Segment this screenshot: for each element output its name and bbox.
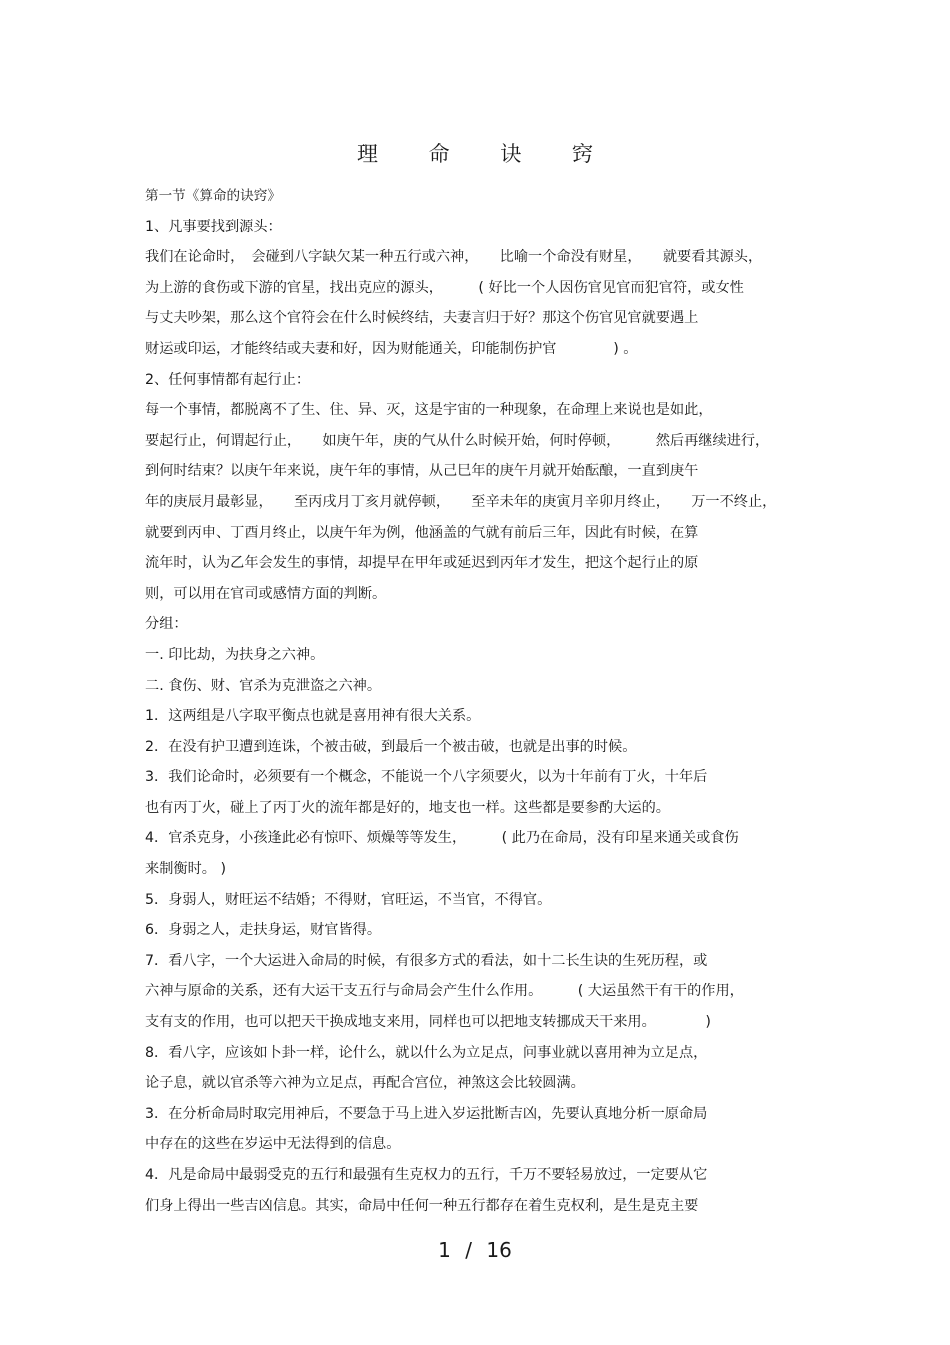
text-line: 论子息，就以官杀等六神为立足点，再配合宫位，神煞这会比较圆满。	[145, 1075, 585, 1092]
page-number: 1 / 16	[438, 1238, 512, 1262]
text-line: 为上游的食伤或下游的官星，找出克应的源头， ( 好比一个人因伤官见官而犯官符，或女性	[145, 279, 744, 296]
text-line: 到何时结束？以庚午年来说，庚午年的事情，从己巳年的庚午月就开始酝酿，一直到庚午	[145, 463, 699, 480]
text-line: 与丈夫吵架，那么这个官符会在什么时候终结，夫妻言归于好？那这个伤官见官就要遇上	[145, 310, 699, 327]
text-line: 1．这两组是八字取平衡点也就是喜用神有很大关系。	[145, 708, 481, 725]
text-line: 支有支的作用，也可以把天干换成地支来用，同样也可以把地支转挪成天干来用。 )	[145, 1014, 711, 1031]
text-line: 们身上得出一些吉凶信息。其实，命局中任何一种五行都存在着生克权利，是生是克主要	[145, 1197, 699, 1214]
text-line: 年的庚辰月最彰显， 至丙戌月丁亥月就停顿， 至辛未年的庚寅月辛卯月终止， 万一不终止，	[145, 493, 777, 510]
text-line: 分组：	[145, 616, 188, 633]
text-line: 流年时，认为乙年会发生的事情，却提早在甲年或延迟到丙年才发生，把这个起行止的原	[145, 555, 699, 572]
text-line: 六神与原命的关系，还有大运干支五行与命局会产生什么作用。 ( 大运虽然干有干的作用，	[145, 983, 744, 1000]
text-line: 我们在论命时， 会碰到八字缺欠某一种五行或六神， 比喻一个命没有财星， 就要看其源头，	[145, 249, 763, 266]
text-line: 要起行止，何谓起行止， 如庚午年，庚的气从什么时候开始，何时停顿， 然后再继续进行，	[145, 432, 770, 449]
text-line: 7．看八字，一个大运进入命局的时候，有很多方式的看法，如十二长生诀的生死历程，或	[145, 952, 708, 969]
text-line: 中存在的这些在岁运中无法得到的信息。	[145, 1136, 401, 1153]
document-title: 理 命 诀 窍	[356, 142, 616, 166]
text-line: 就要到丙申、丁酉月终止，以庚午年为例，他涵盖的气就有前后三年，因此有时候，在算	[145, 524, 699, 541]
text-line: 2、任何事情都有起行止：	[145, 371, 311, 388]
text-line: 每一个事情，都脱离不了生、住、异、灭，这是宇宙的一种现象，在命理上来说也是如此，	[145, 402, 713, 419]
text-line: 4．凡是命局中最弱受克的五行和最强有生克权力的五行，千万不要轻易放过，一定要从它	[145, 1167, 708, 1183]
text-line: 8．看八字，应该如卜卦一样，论什么，就以什么为立足点，问事业就以喜用神为立足点，	[145, 1044, 708, 1061]
text-line: 1、凡事要找到源头：	[145, 218, 282, 235]
text-line: 3．在分析命局时取完用神后，不要急于马上进入岁运批断吉凶，先要认真地分析一原命局	[145, 1105, 708, 1122]
text-line: 第一节《算命的诀窍》	[145, 188, 281, 204]
text-line: 4．官杀克身，小孩逢此必有惊吓、烦燥等等发生， ( 此乃在命局，没有印星来通关或食伤	[145, 830, 739, 847]
text-line: 二. 食伤、财、官杀为克泄盗之六神。	[145, 677, 382, 694]
text-line: 6．身弱之人，走扶身运，财官皆得。	[145, 922, 382, 939]
text-line: 2．在没有护卫遭到连诛，个被击破，到最后一个被击破，也就是出事的时候。	[145, 738, 637, 755]
text-line: 则，可以用在官司或感情方面的判断。	[145, 585, 387, 602]
text-line: 财运或印运，才能终结或夫妻和好，因为财能通关，印能制伤护官 ) 。	[145, 340, 638, 357]
text-line: 3．我们论命时，必须要有一个概念，不能说一个八字须要火，以为十年前有丁火，十年后	[145, 769, 708, 786]
text-line: 来制衡时。 )	[145, 861, 226, 878]
text-line: 一. 印比劫，为扶身之六神。	[145, 646, 325, 663]
text-line: 5．身弱人，财旺运不结婚；不得财，官旺运，不当官，不得官。	[145, 891, 552, 908]
document-body	[145, 181, 795, 1221]
text-line: 也有丙丁火，碰上了丙丁火的流年都是好的，地支也一样。这些都是要参酌大运的。	[145, 799, 670, 816]
